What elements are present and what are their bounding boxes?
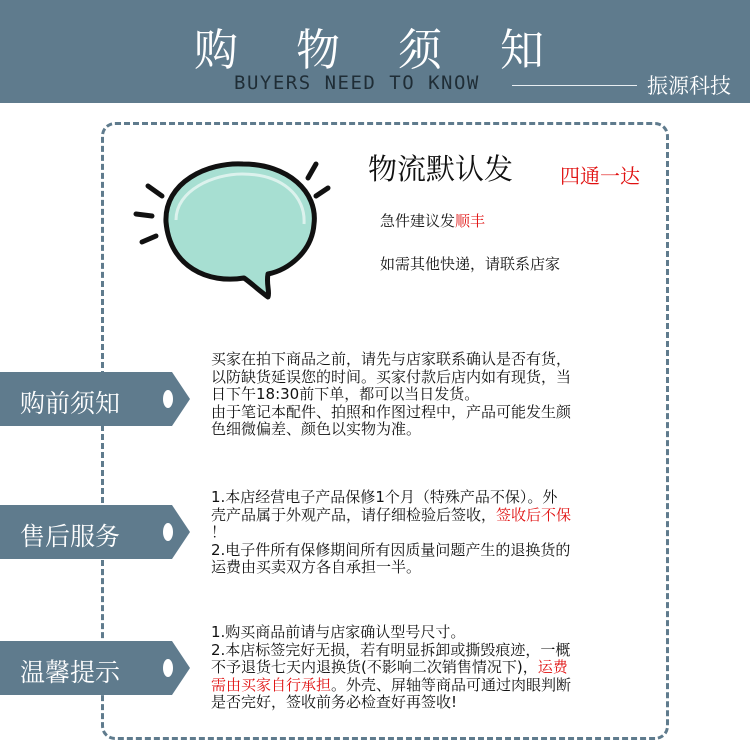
before-purchase-text: [211, 351, 661, 439]
text-segment: 壳产品属于外观产品，请仔细检验后签收，: [211, 505, 497, 524]
tab-after-sales: [0, 505, 190, 559]
tab-label: 购前须知: [20, 389, 121, 418]
warning-text: 需由买家自行承担: [211, 675, 332, 694]
tab-label: 售后服务: [20, 522, 121, 551]
tab-tips: [0, 641, 190, 695]
express-suggestion: [380, 210, 485, 231]
text-line: [211, 659, 661, 677]
text-line: [211, 677, 661, 695]
text-line: ！: [211, 523, 227, 541]
header-divider: [512, 85, 637, 86]
logistics-badge: 四通一达: [560, 164, 640, 188]
tips-text: [211, 624, 661, 712]
text-line: 2.本店标签完好无损，若有明显拆卸或撕毁痕迹，一概: [211, 640, 571, 659]
text-line: 色细微偏差、颜色以实物为准。: [211, 420, 422, 438]
warning-text: 运费: [537, 658, 568, 676]
text-line: 2.电子件所有保修期间所有因质量问题产生的退换货的: [211, 540, 571, 559]
text-line: [211, 507, 661, 525]
speech-bubble-icon: [128, 152, 338, 302]
text-segment: 不予退货七天内退换货(不影响二次销售情况下)，: [211, 658, 538, 676]
text-line: 由于笔记本配件、拍照和作图过程中，产品可能发生颜: [211, 402, 572, 421]
text-segment: 。外壳、屏轴等商品可通过肉眼判断: [331, 675, 572, 694]
brand-name: 振源科技: [647, 74, 731, 98]
page-subtitle: BUYERS NEED TO KNOW: [234, 72, 480, 94]
text-line: 运费由买卖双方各自承担一半。: [211, 558, 422, 576]
express-prefix: 急件建议发: [380, 212, 456, 230]
text-line: 是否完好，签收前务必检查好再签收!: [211, 693, 458, 711]
text-line: 1.本店经营电子产品保修1个月（特殊产品不保）。外: [211, 488, 558, 506]
text-line: 买家在拍下商品之前，请先与店家联系确认是否有货，: [211, 350, 572, 368]
text-line: 以防缺货延误您的时间。买家付款后店内如有现货，当: [211, 367, 572, 386]
text-line: 日下午18:30前下单，都可以当日发货。: [211, 385, 480, 403]
other-courier-note: 如需其他快递，请联系店家: [380, 255, 561, 273]
warning-text: 签收后不保: [496, 505, 572, 524]
tab-label: 温馨提示: [20, 658, 121, 687]
logistics-title: 物流默认发: [368, 152, 514, 186]
text-line: 1.购买商品前请与店家确认型号尺寸。: [211, 623, 466, 641]
page-title: 购 物 须 知: [194, 25, 566, 76]
express-courier: 顺丰: [455, 212, 486, 230]
tab-before-purchase: [0, 372, 190, 426]
header-banner: [0, 0, 750, 103]
after-sales-text: [211, 489, 661, 577]
